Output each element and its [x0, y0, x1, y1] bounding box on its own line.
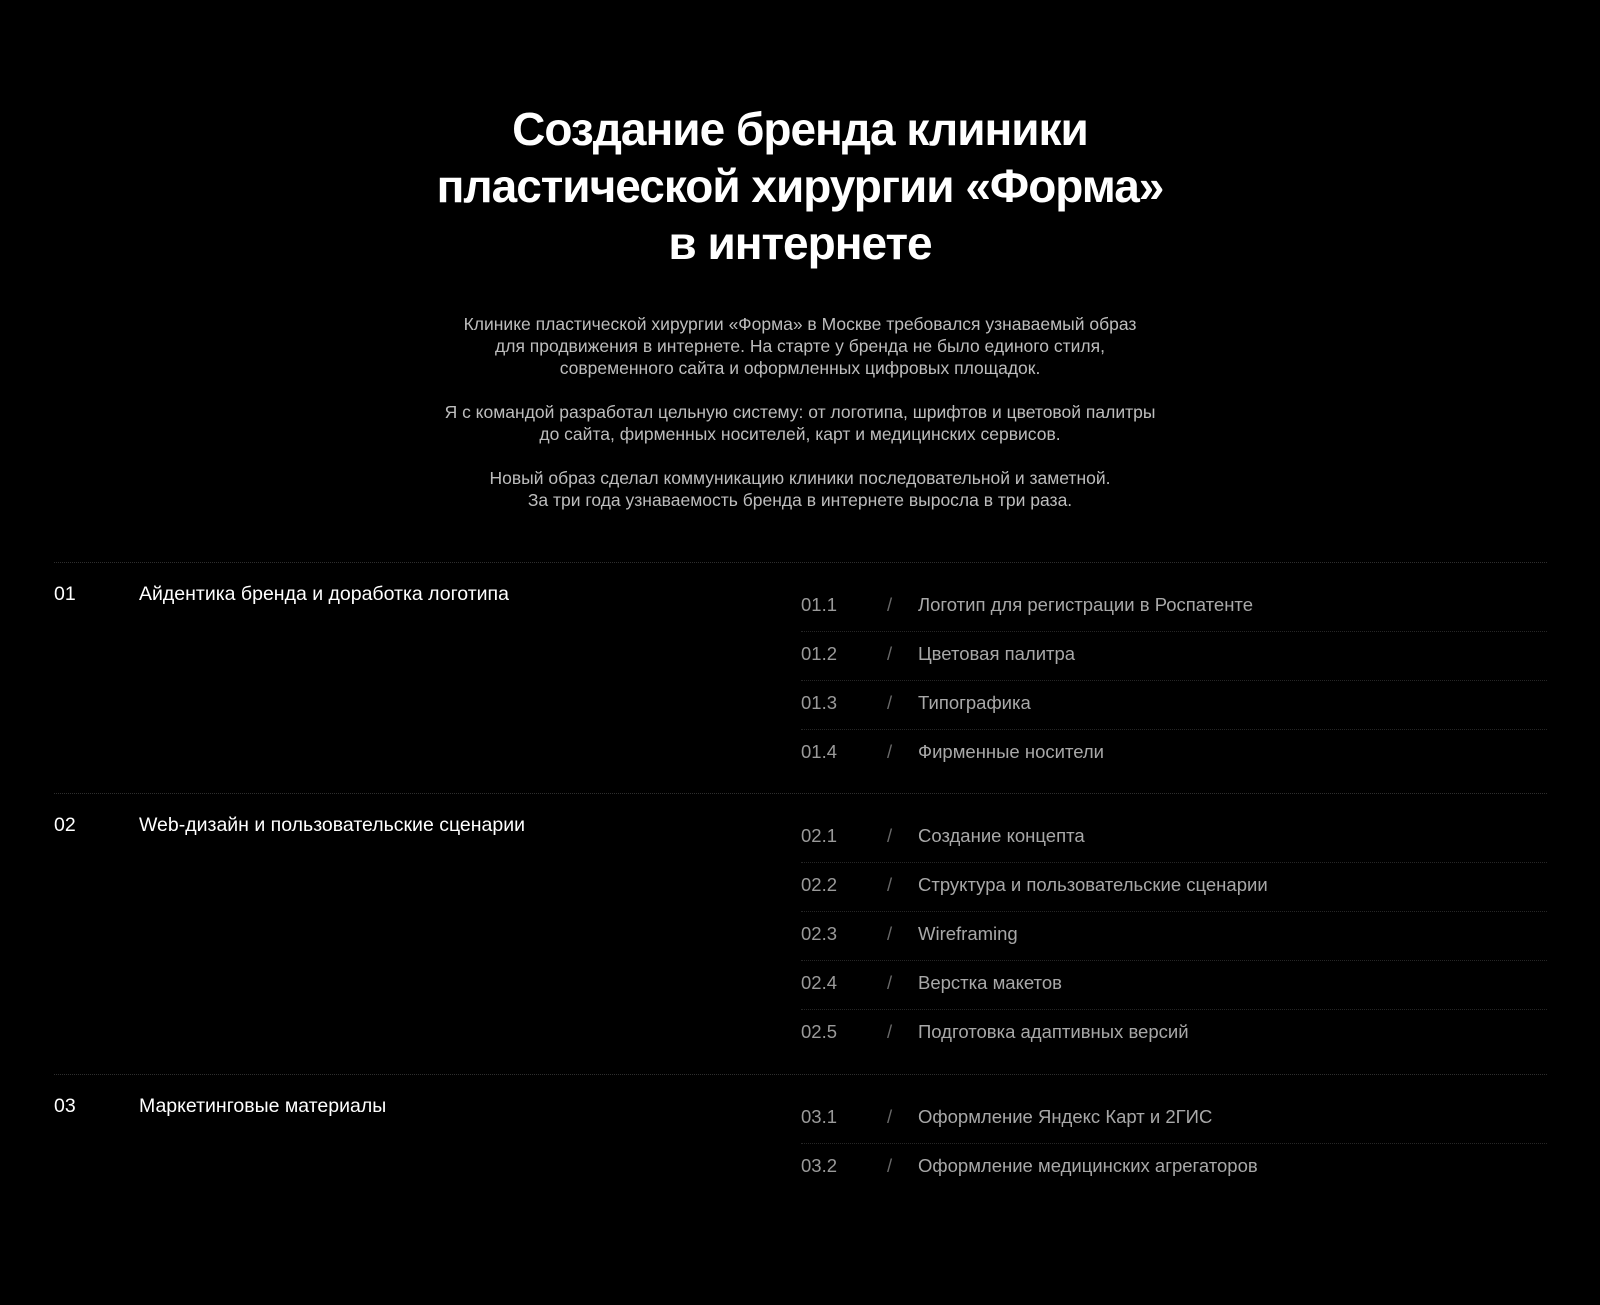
item-separator: / [887, 1155, 893, 1176]
service-section-02 [54, 793, 1547, 1073]
item-label: Логотип для регистрации в Роспатенте [918, 594, 1253, 615]
section-number: 02 [54, 814, 76, 836]
intro-paragraph [0, 401, 1600, 445]
page-title-line: Создание бренда клиники [512, 103, 1088, 155]
item-number: 01.3 [801, 692, 838, 713]
list-item [801, 1095, 1547, 1144]
section-items [801, 1095, 1547, 1193]
item-label: Фирменные носители [918, 741, 1105, 762]
intro-paragraph [0, 467, 1600, 511]
item-number: 02.4 [801, 972, 838, 993]
item-number: 01.2 [801, 643, 838, 664]
intro-line: Я с командой разработал цельную систему: от логотипа, шрифтов и цветовой палитры [444, 402, 1156, 422]
section-title: Маркетинговые материалы [139, 1095, 387, 1117]
item-separator: / [887, 692, 893, 713]
intro-line: Новый образ сделал коммуникацию клиники последовательной и заметной. [489, 468, 1111, 488]
item-label: Wireframing [918, 923, 1018, 944]
item-separator: / [887, 643, 893, 664]
service-section-03 [54, 1074, 1547, 1215]
item-number: 01.1 [801, 594, 838, 615]
section-number: 01 [54, 583, 76, 605]
section-title: Web-дизайн и пользовательские сценарии [139, 814, 525, 836]
intro-text [0, 313, 1600, 511]
item-label: Подготовка адаптивных версий [918, 1021, 1189, 1042]
page-title [0, 101, 1600, 272]
item-label: Создание концепта [918, 825, 1085, 846]
item-label: Цветовая палитра [918, 643, 1076, 664]
item-number: 02.1 [801, 825, 838, 846]
item-number: 01.4 [801, 741, 838, 762]
page-title-line: пластической хирургии «Форма» [436, 160, 1164, 212]
section-number: 03 [54, 1095, 76, 1117]
item-separator: / [887, 923, 893, 944]
intro-line: Клинике пластической хирургии «Форма» в Москве требовался узнаваемый образ [463, 314, 1137, 334]
list-item [801, 583, 1547, 632]
list-item [801, 632, 1547, 681]
intro-line: для продвижения в интернете. На старте у бренда не было единого стиля, [495, 336, 1105, 356]
list-item [801, 961, 1547, 1010]
item-separator: / [887, 1106, 893, 1127]
item-separator: / [887, 594, 893, 615]
list-item [801, 1010, 1547, 1059]
list-item [801, 814, 1547, 863]
intro-line: до сайта, фирменных носителей, карт и медицинских сервисов. [539, 424, 1061, 444]
list-item [801, 1144, 1547, 1193]
intro-line: современного сайта и оформленных цифровых площадок. [559, 358, 1041, 378]
item-number: 02.2 [801, 874, 838, 895]
item-number: 02.3 [801, 923, 838, 944]
intro-paragraph [0, 313, 1600, 379]
item-label: Оформление медицинских агрегаторов [918, 1155, 1258, 1176]
item-label: Структура и пользовательские сценарии [918, 874, 1268, 895]
item-separator: / [887, 874, 893, 895]
intro-line: За три года узнаваемость бренда в интернете выросла в три раза. [527, 490, 1073, 510]
section-title: Айдентика бренда и доработка логотипа [139, 583, 509, 605]
list-item [801, 912, 1547, 961]
item-number: 03.1 [801, 1106, 838, 1127]
item-label: Оформление Яндекс Карт и 2ГИС [918, 1106, 1213, 1127]
page-title-line: в интернете [668, 217, 932, 269]
service-section-01 [54, 562, 1547, 792]
section-items [801, 583, 1547, 779]
item-number: 02.5 [801, 1021, 838, 1042]
list-item [801, 863, 1547, 912]
section-items [801, 814, 1547, 1059]
list-item [801, 730, 1547, 779]
item-separator: / [887, 1021, 893, 1042]
item-separator: / [887, 972, 893, 993]
item-label: Типографика [918, 692, 1031, 713]
item-separator: / [887, 825, 893, 846]
item-label: Верстка макетов [918, 972, 1062, 993]
list-item [801, 681, 1547, 730]
item-separator: / [887, 741, 893, 762]
item-number: 03.2 [801, 1155, 838, 1176]
